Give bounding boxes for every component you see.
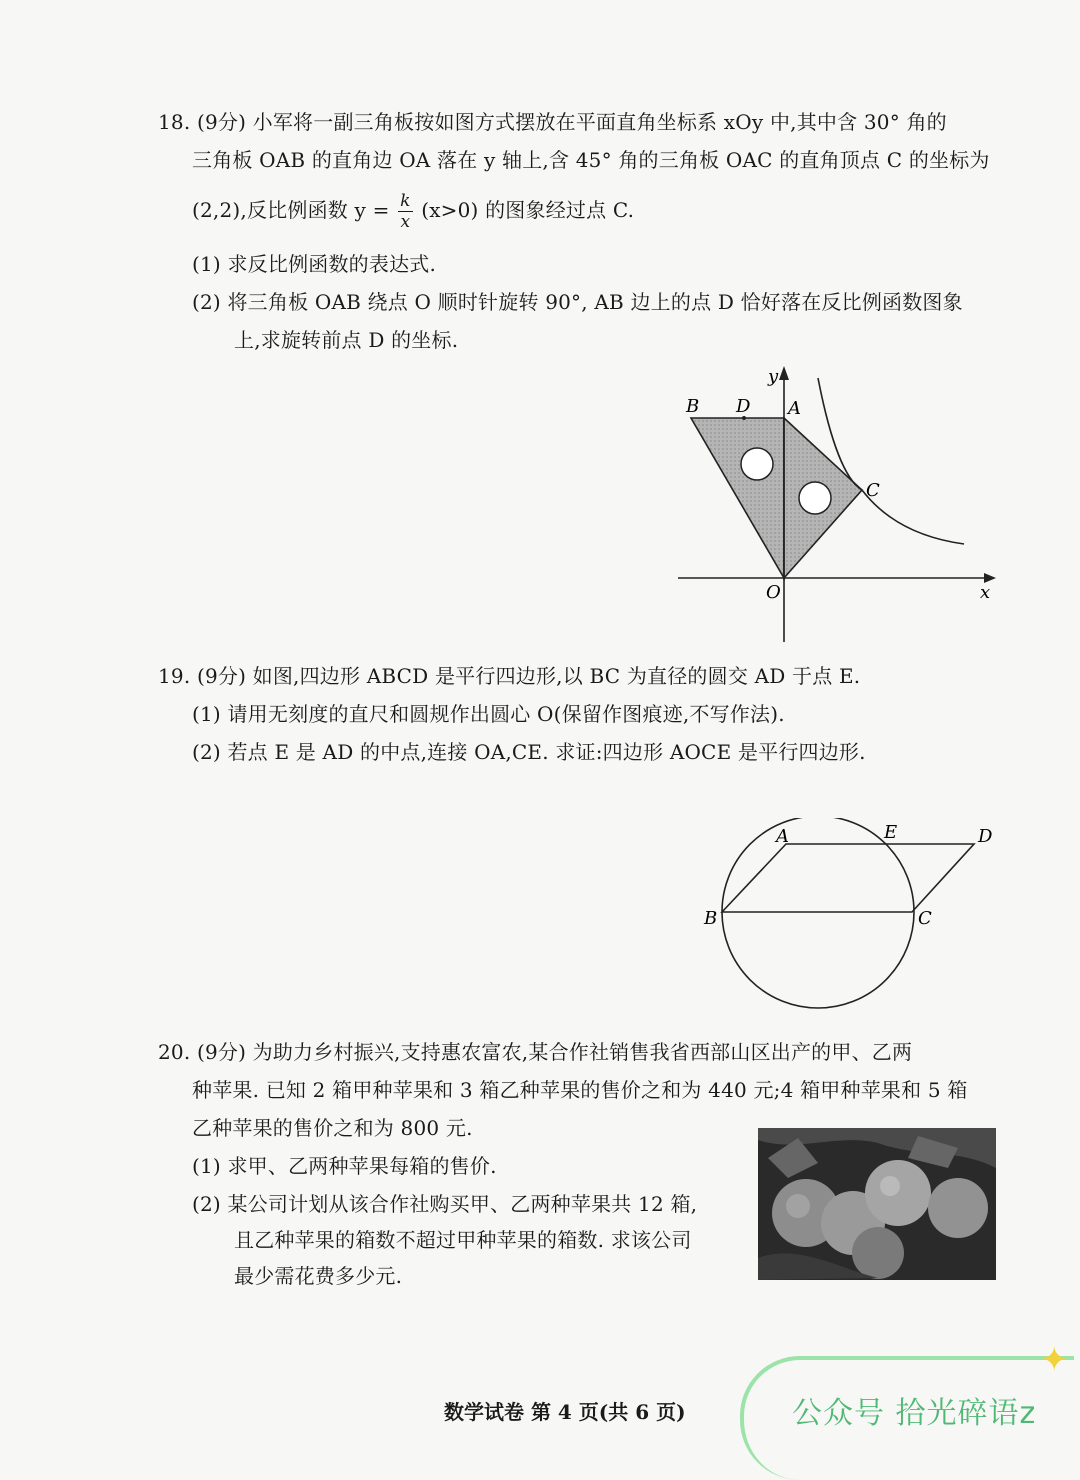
triangle-oab: [691, 418, 784, 578]
fraction-k-over-x: [398, 191, 413, 232]
q20-sub-2a: (2) 某公司计划从该合作社购买甲、乙两种苹果共 12 箱,: [192, 1192, 698, 1216]
page-footer: 数学试卷 第 4 页(共 6 页): [444, 1400, 686, 1424]
label-y: y: [768, 366, 779, 387]
q19-sub-2: (2) 若点 E 是 AD 的中点,连接 OA,CE. 求证:四边形 AOCE 是平行四边形.: [192, 740, 866, 764]
label-e: E: [884, 822, 898, 843]
watermark-text: 公众号 拾光碎语z: [792, 1396, 1037, 1431]
q20-line-1: 20. (9分) 为助力乡村振兴,支持惠农富农,某合作社销售我省西部山区出产的甲、乙两: [158, 1040, 913, 1064]
fraction-denominator: x: [400, 212, 411, 232]
board-hole-2: [799, 482, 831, 514]
q18-line-1: 18. (9分) 小军将一副三角板按如图方式摆放在平面直角坐标系 xOy 中,其中含 30° 角的: [158, 110, 947, 134]
parallelogram-abcd: [722, 844, 974, 912]
q18-sub-1: (1) 求反比例函数的表达式.: [192, 252, 437, 276]
q18-line-3: [192, 186, 634, 234]
circle-bc-diameter: [722, 818, 914, 1008]
label-b: B: [704, 908, 718, 929]
q20-line-3: 乙种苹果的售价之和为 800 元.: [192, 1116, 473, 1140]
hyperbola-curve: [818, 378, 964, 544]
label-x: x: [980, 582, 991, 603]
q19-figure: [700, 818, 1000, 1018]
board-hole-1: [741, 448, 773, 480]
label-c: C: [866, 480, 880, 501]
q18-line-3b: (x>0) 的图象经过点 C.: [421, 198, 635, 222]
q20-line-2: 种苹果. 已知 2 箱甲种苹果和 3 箱乙种苹果的售价之和为 440 元;4 箱甲种苹果和 5 箱: [192, 1078, 968, 1102]
label-d: D: [978, 826, 993, 847]
q19-sub-1: (1) 请用无刻度的直尺和圆规作出圆心 O(保留作图痕迹,不写作法).: [192, 702, 785, 726]
q20-sub-2c: 最少需花费多少元.: [234, 1264, 403, 1288]
label-a: A: [788, 398, 801, 419]
fraction-numerator: k: [400, 191, 411, 211]
q18-sub-2a: (2) 将三角板 OAB 绕点 O 顺时针旋转 90°, AB 边上的点 D 恰好落在反比例函数图象: [192, 290, 963, 314]
label-a: A: [776, 826, 789, 847]
q19-line-1: 19. (9分) 如图,四边形 ABCD 是平行四边形,以 BC 为直径的圆交 AD 于点 E.: [158, 664, 861, 688]
y-axis-arrow: [779, 366, 789, 380]
sparkle-icon: ✦: [1040, 1340, 1069, 1380]
label-b: B: [686, 396, 700, 417]
apples-photo: [758, 1128, 996, 1280]
q18-figure: [670, 360, 1000, 645]
q20-sub-2b: 且乙种苹果的箱数不超过甲种苹果的箱数. 求该公司: [234, 1228, 692, 1252]
label-c: C: [918, 908, 932, 929]
label-d: D: [736, 396, 751, 417]
q20-sub-1: (1) 求甲、乙两种苹果每箱的售价.: [192, 1154, 497, 1178]
q18-sub-2b: 上,求旋转前点 D 的坐标.: [234, 328, 459, 352]
q18-line-3a: (2,2),反比例函数 y =: [192, 198, 390, 222]
label-o: O: [766, 582, 781, 603]
q18-line-2: 三角板 OAB 的直角边 OA 落在 y 轴上,含 45° 角的三角板 OAC 的直角顶点 C 的坐标为: [192, 148, 990, 172]
